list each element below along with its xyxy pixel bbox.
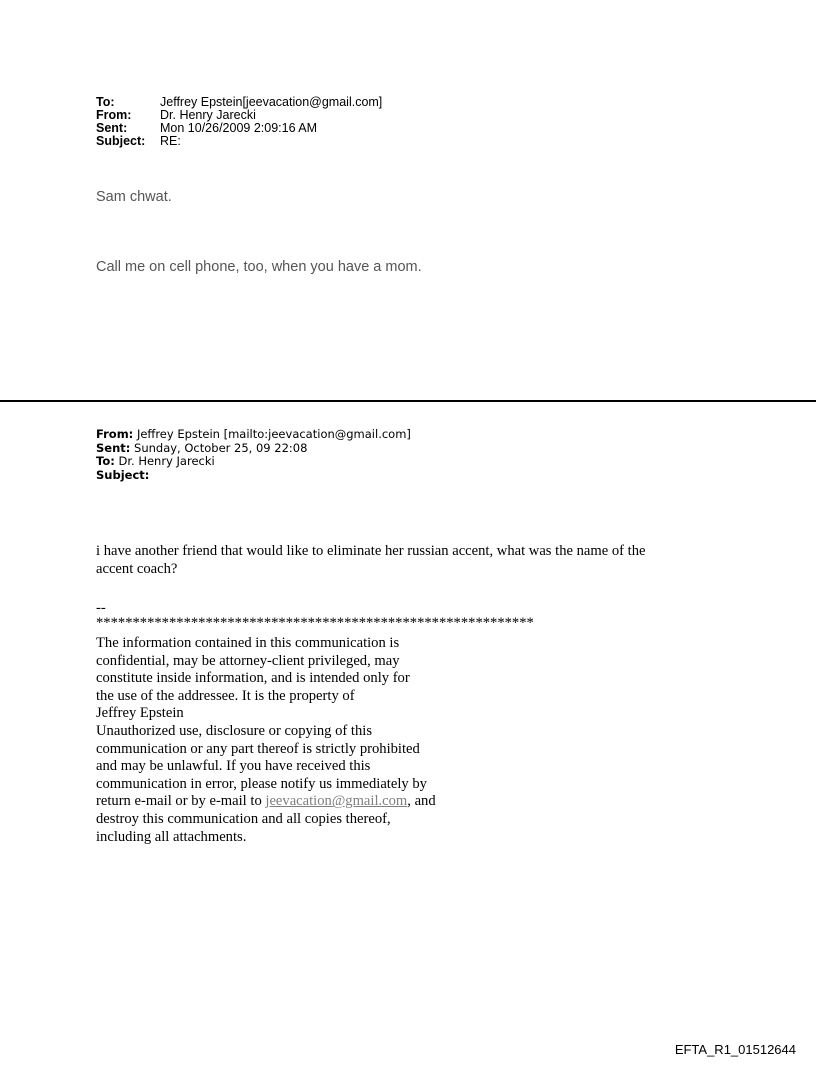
orig-sent-row bbox=[96, 442, 411, 456]
disclaimer-line: The information contained in this communication is bbox=[96, 635, 400, 651]
orig-subject-row bbox=[96, 469, 411, 483]
message-line-1: i have another friend that would like to eliminate her russian accent, what was the name of the bbox=[96, 543, 646, 559]
return-suffix: , and bbox=[407, 793, 436, 810]
message-line-2: accent coach? bbox=[96, 560, 178, 577]
reply-line-1: Sam chwat. bbox=[96, 189, 172, 205]
email-link[interactable]: jeevacation@gmail.com bbox=[265, 793, 408, 810]
to-label: To: bbox=[96, 95, 115, 109]
orig-sent-value: Sunday, October 25, 09 22:08 bbox=[134, 440, 308, 455]
disclaimer-line: the use of the addressee. It is the property of bbox=[96, 687, 355, 704]
signature-separator bbox=[96, 600, 534, 632]
orig-subject-label: Subject: bbox=[96, 467, 150, 482]
disclaimer-line: confidential, may be attorney-client privileged, may bbox=[96, 652, 400, 669]
to-value: Jeffrey Epstein[jeevacation@gmail.com] bbox=[160, 95, 383, 109]
orig-to-label: To: bbox=[96, 454, 115, 468]
disclaimer-return-line bbox=[96, 793, 496, 811]
return-prefix: return e-mail or by e-mail to bbox=[96, 793, 266, 810]
sent-label: Sent: bbox=[96, 121, 128, 135]
from-value: Dr. Henry Jarecki bbox=[160, 108, 256, 122]
orig-from-value: Jeffrey Epstein [mailto:jeevacation@gmail.com] bbox=[136, 427, 411, 441]
divider bbox=[0, 400, 816, 402]
orig-from-label: From: bbox=[96, 427, 134, 441]
stars-line: ************************************************************ bbox=[96, 614, 534, 631]
reply-line-2: Call me on cell phone, too, when you have a mom. bbox=[96, 259, 422, 275]
original-header bbox=[96, 428, 411, 482]
disclaimer-line: destroy this communication and all copies thereof, bbox=[96, 810, 391, 827]
document-id: EFTA_R1_01512644 bbox=[674, 1042, 796, 1057]
email-header bbox=[96, 96, 382, 148]
subject-label: Subject: bbox=[96, 134, 146, 148]
disclaimer-line: constitute inside information, and is intended only for bbox=[96, 670, 410, 687]
disclaimer bbox=[96, 635, 496, 846]
disclaimer-line: Jeffrey Epstein bbox=[96, 705, 184, 722]
disclaimer-line: Unauthorized use, disclosure or copying of this bbox=[96, 722, 373, 739]
sent-value: Mon 10/26/2009 2:09:16 AM bbox=[160, 121, 318, 135]
orig-from-row bbox=[96, 428, 411, 442]
header-subject-row bbox=[96, 135, 382, 148]
orig-to-value: Dr. Henry Jarecki bbox=[118, 454, 215, 468]
orig-to-row bbox=[96, 455, 411, 469]
orig-sent-label: Sent: bbox=[96, 440, 131, 455]
disclaimer-line: communication in error, please notify us immediately by bbox=[96, 775, 427, 792]
disclaimer-line: and may be unlawful. If you have received this bbox=[96, 758, 371, 775]
disclaimer-line: including all attachments. bbox=[96, 828, 247, 845]
sig-dash: -- bbox=[96, 600, 106, 616]
subject-value: RE: bbox=[160, 134, 181, 148]
from-label: From: bbox=[96, 108, 132, 122]
disclaimer-line: communication or any part thereof is strictly prohibited bbox=[96, 740, 420, 757]
message-body bbox=[96, 543, 646, 578]
